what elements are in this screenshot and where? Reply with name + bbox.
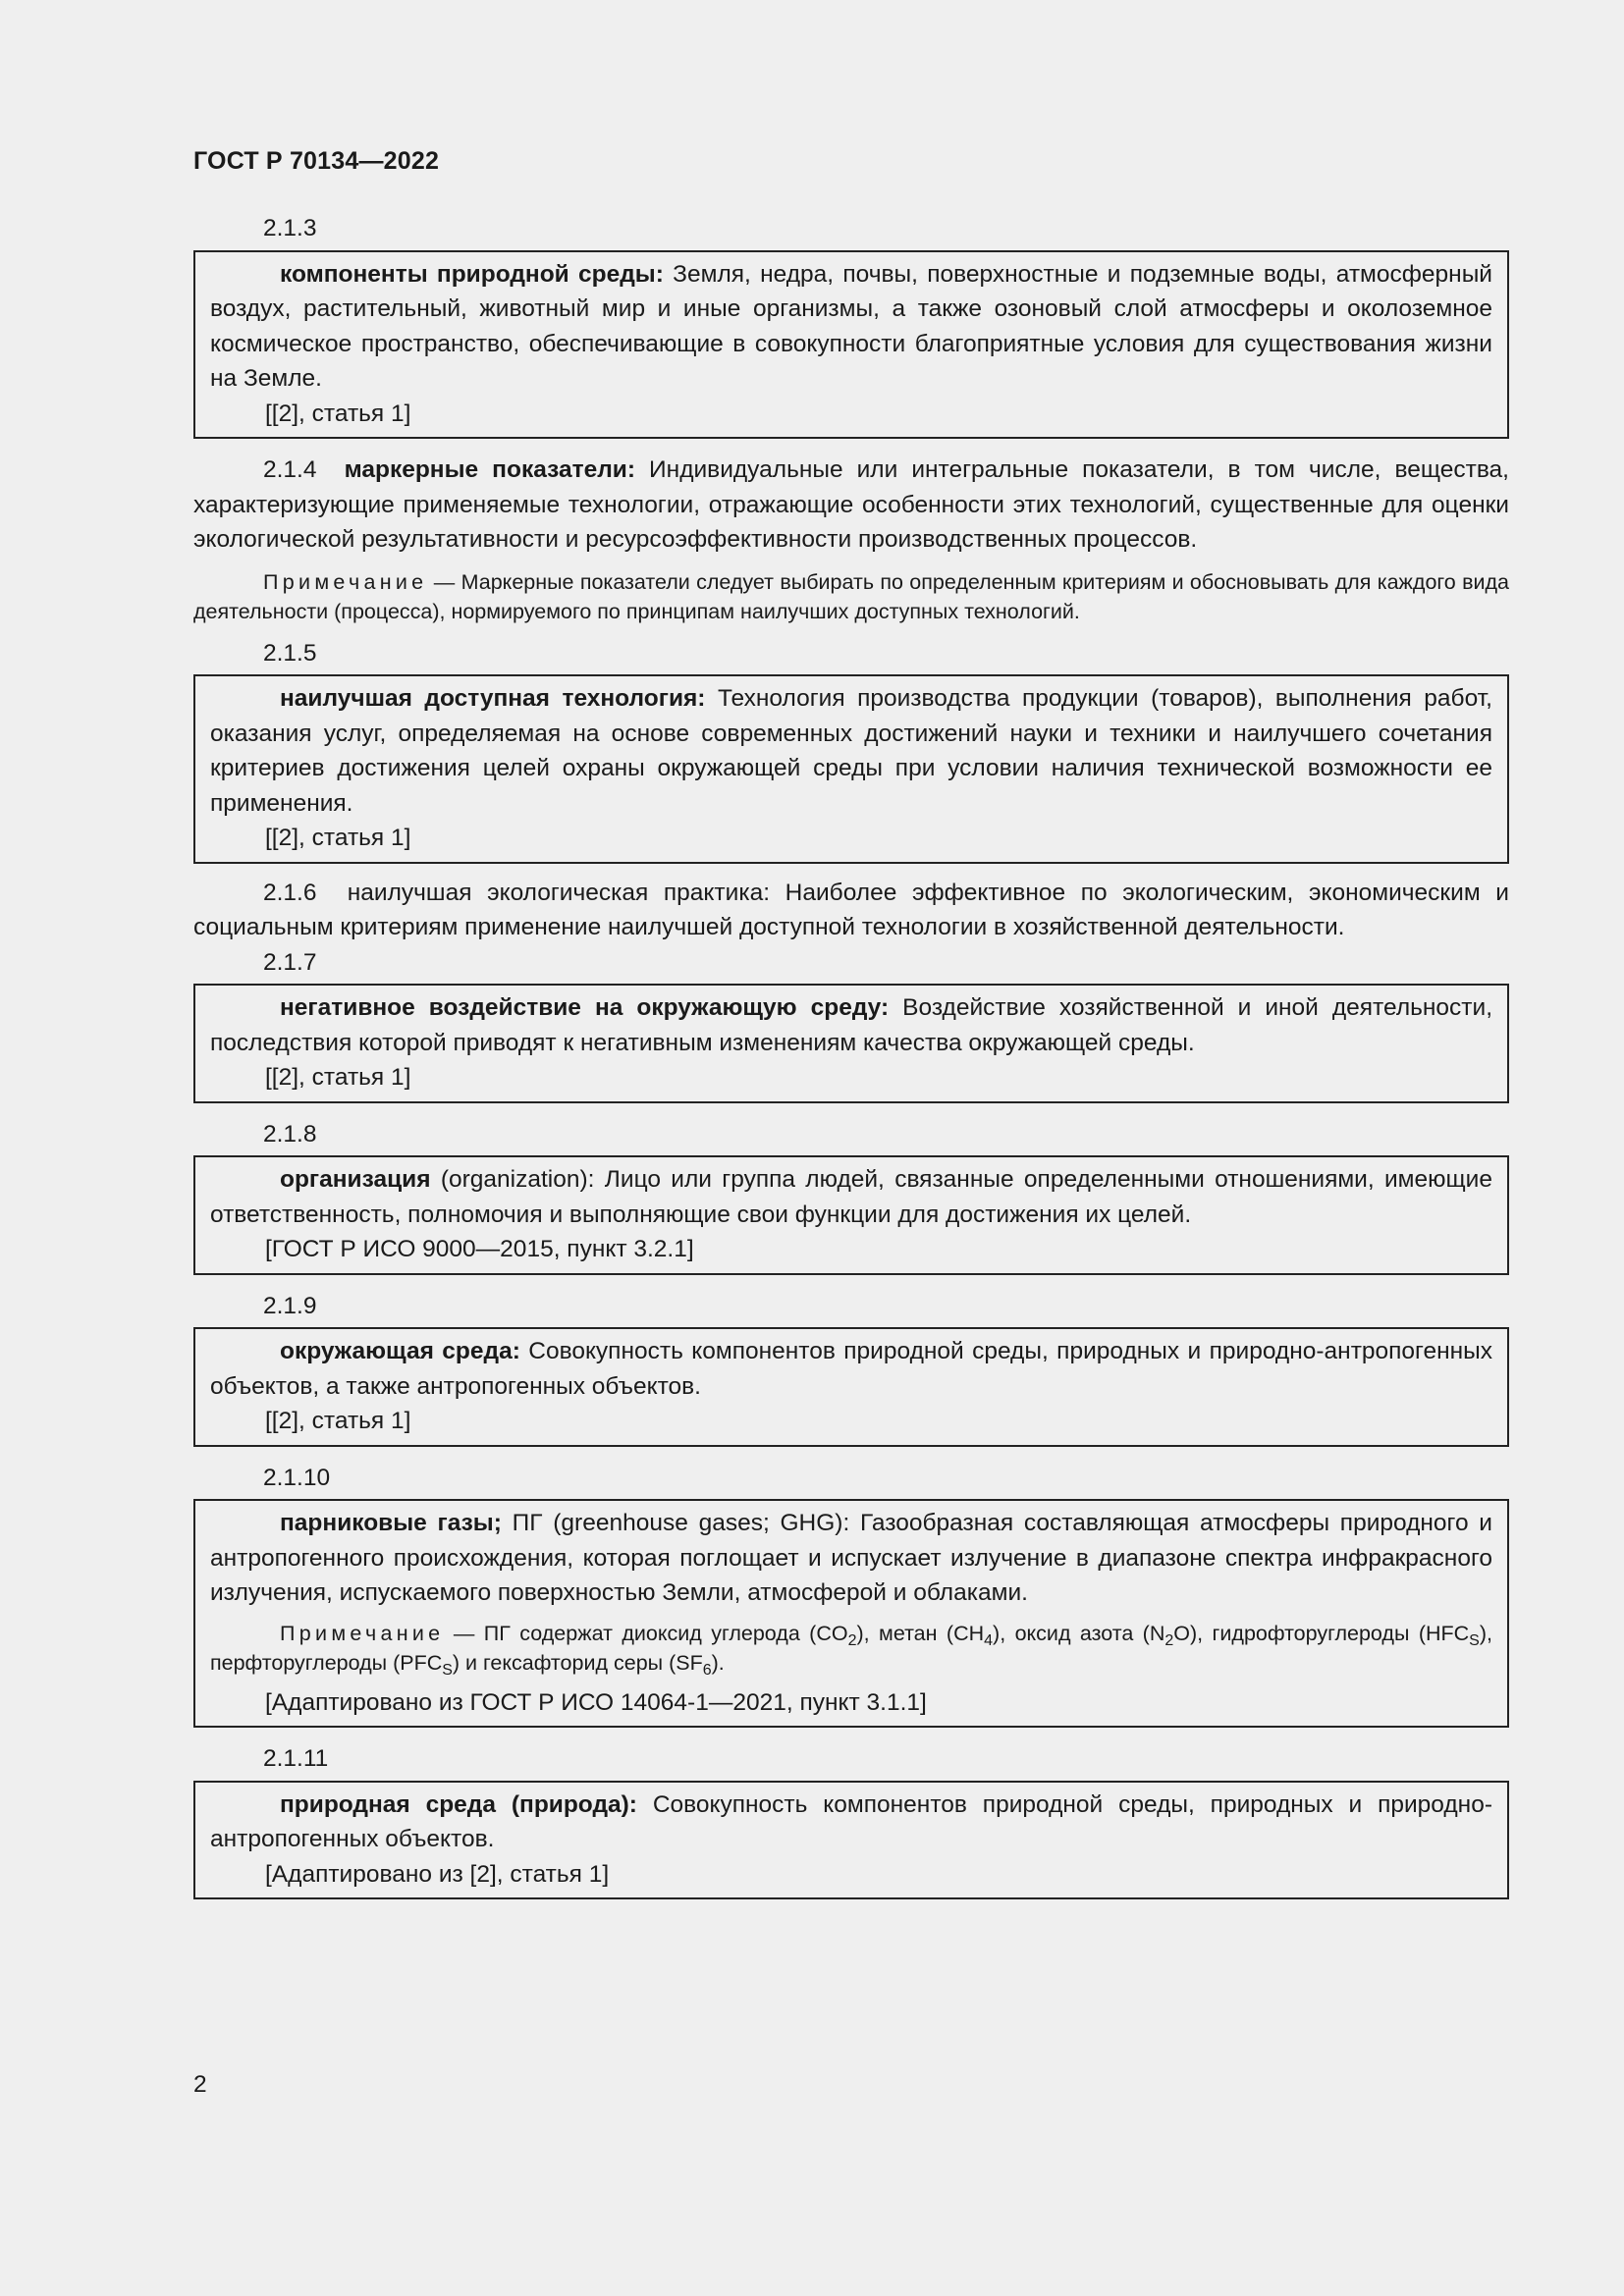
note-text: ). xyxy=(711,1650,725,1675)
clause-number: 2.1.11 xyxy=(263,1745,329,1772)
clause-number: 2.1.4 xyxy=(263,456,317,483)
note xyxy=(210,1619,1492,1678)
term-text: Технология производства продукции (товаров), выполнения работ, оказания услуг, определяемая на основе современных достижений науки и техники и наилучшего сочетания критериев достижения целей охраны окружающей среды при условии наличия технической возможности ее применения. xyxy=(210,685,1492,817)
term-text: наилучшая экологическая практика: Наиболее эффективное по экологическим, экономическим и социальным критериям применение наилучшей доступной технологии в хозяйственной деятельности. xyxy=(193,879,1509,940)
term-source: [[2], статья 1] xyxy=(265,400,411,427)
term-text: (organization): Лицо или группа людей, связанные определенными отношениями, имеющие ответственность, полномочия и выполняющие свои функции для достижения их целей. xyxy=(210,1166,1492,1228)
term-definition xyxy=(210,1334,1492,1404)
term-source: [Адаптировано из [2], статья 1] xyxy=(265,1860,610,1888)
subscript: 4 xyxy=(984,1631,994,1649)
note-text: ), перфторуглероды (PFC xyxy=(210,1621,1492,1675)
subscript: S xyxy=(442,1661,453,1679)
term-definition xyxy=(193,453,1509,558)
term-box xyxy=(193,1781,1509,1900)
term-definition xyxy=(210,257,1492,397)
term-name: природная среда (природа): xyxy=(280,1790,637,1818)
note xyxy=(193,567,1509,626)
term-definition xyxy=(210,990,1492,1060)
term-box xyxy=(193,250,1509,440)
term-name: окружающая среда: xyxy=(280,1338,520,1364)
term-source: [ГОСТ Р ИСО 9000—2015, пункт 3.2.1] xyxy=(265,1236,694,1262)
term-text: ПГ (greenhouse gases; GHG): Газообразная составляющая атмосферы природного и антропогенного происхождения, которая поглощает и испускает излучение в диапазоне спектра инфракрасного излучения, испускаемого поверхностью Земли, атмосферой и облаками. xyxy=(210,1510,1492,1606)
note-label: Примечание xyxy=(280,1621,445,1645)
term-name: парниковые газы; xyxy=(280,1510,502,1536)
clause-number: 2.1.3 xyxy=(263,215,317,241)
note-text: ) и гексафторид серы (SF xyxy=(452,1650,703,1675)
note-label: Примечание xyxy=(263,569,428,594)
term-name: наилучшая доступная технология: xyxy=(280,685,706,712)
subscript: 2 xyxy=(1164,1631,1174,1649)
document-page xyxy=(193,147,1509,1913)
term-text: Земля, недра, почвы, поверхностные и подземные воды, атмосферный воздух, растительный, животный мир и иные организмы, а также озоновый слой атмосферы и околоземное космическое пространство, обеспечивающие в совокупности благоприятные условия для существования жизни на Земле. xyxy=(210,260,1492,392)
term-source: [[2], статья 1] xyxy=(265,1408,411,1434)
term-source: [[2], статья 1] xyxy=(265,1064,411,1091)
term-box xyxy=(193,984,1509,1103)
term-text: Воздействие хозяйственной и иной деятельности, последствия которой приводят к негативным изменениям качества окружающей среды. xyxy=(210,994,1492,1056)
term-source: [Адаптировано из ГОСТ Р ИСО 14064-1—2021, пункт 3.1.1] xyxy=(265,1688,927,1716)
term-box xyxy=(193,674,1509,864)
note-text: — Маркерные показатели следует выбирать по определенным критериям и обосновывать для каждого вида деятельности (процесса), нормируемого по принципам наилучших доступных технологий. xyxy=(193,569,1509,623)
term-definition xyxy=(210,1162,1492,1232)
note-text: ), оксид азота (N xyxy=(993,1621,1165,1645)
note-text: O), гидрофторуглероды (HFC xyxy=(1173,1621,1470,1645)
clause-number: 2.1.10 xyxy=(263,1464,331,1491)
clause-number: 2.1.9 xyxy=(263,1292,317,1319)
clause-number: 2.1.5 xyxy=(263,639,317,667)
term-name: маркерные показатели: xyxy=(344,456,636,483)
term-name: организация xyxy=(280,1166,431,1193)
clause-number: 2.1.6 xyxy=(263,879,317,906)
clause-number: 2.1.8 xyxy=(263,1120,317,1148)
term-name: негативное воздействие на окружающую среду: xyxy=(280,994,890,1021)
note-text: — ПГ содержат диоксид углерода (CO xyxy=(444,1621,848,1645)
term-box xyxy=(193,1155,1509,1275)
document-header: ГОСТ Р 70134—2022 xyxy=(193,147,440,175)
term-text: Совокупность компонентов природной среды, природных и природно-антропогенных объектов, а также антропогенных объектов. xyxy=(210,1338,1492,1400)
subscript: S xyxy=(1469,1631,1480,1649)
term-definition xyxy=(210,1506,1492,1611)
term-name: компоненты природной среды: xyxy=(280,260,664,288)
term-box xyxy=(193,1327,1509,1447)
clause-number: 2.1.7 xyxy=(263,948,317,976)
term-definition xyxy=(210,681,1492,821)
term-box xyxy=(193,1499,1509,1728)
page-number: 2 xyxy=(193,2071,207,2098)
term-text: Индивидуальные или интегральные показатели, в том числе, вещества, характеризующие применяемые технологии, отражающие особенности этих технологий, существенные для оценки экологической результативности и ресурсоэффективности производственных процессов. xyxy=(193,456,1509,553)
subscript: 6 xyxy=(702,1661,712,1679)
term-text: Совокупность компонентов природной среды, природных и природно-антропогенных объектов. xyxy=(210,1790,1492,1852)
term-definition xyxy=(210,1788,1492,1857)
note-text: ), метан (CH xyxy=(856,1621,985,1645)
subscript: 2 xyxy=(847,1631,857,1649)
term-source: [[2], статья 1] xyxy=(265,825,411,851)
term-definition xyxy=(193,876,1509,945)
